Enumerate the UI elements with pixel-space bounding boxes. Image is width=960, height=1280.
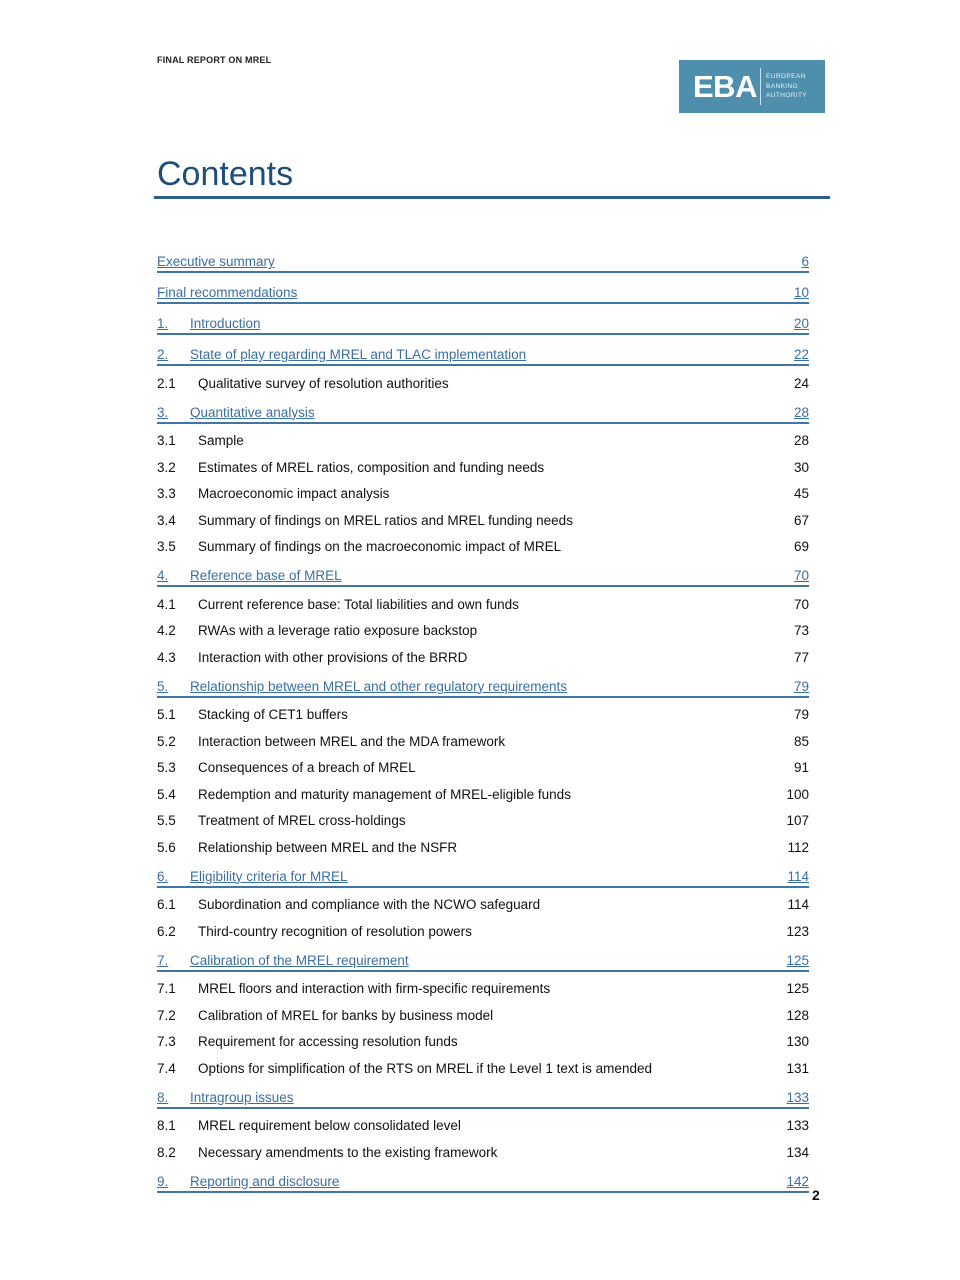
toc-entry-page: 128: [786, 1007, 809, 1023]
toc-entry-label: Interaction between MREL and the MDA framework: [198, 733, 506, 749]
toc-entry-label: Summary of findings on the macroeconomic impact of MREL: [198, 539, 562, 554]
toc-entry-page: 77: [793, 649, 809, 665]
toc-entry-label: Third-country recognition of resolution powers: [198, 923, 472, 939]
toc-entry-number: 3.5: [157, 539, 176, 554]
toc-subsection-entry: [157, 450, 809, 477]
toc-entry-page: 91: [793, 760, 809, 775]
toc-entry-page: 73: [793, 623, 809, 638]
heading-divider: [154, 196, 830, 199]
toc-subsection-entry: [157, 804, 809, 831]
toc-entry-label[interactable]: Quantitative analysis: [190, 404, 315, 420]
toc-entry-number: 8.: [157, 1089, 169, 1105]
toc-subsection-entry: [157, 830, 809, 857]
toc-entry-number: 3.4: [157, 512, 176, 528]
toc-entry-label: MREL requirement below consolidated level: [198, 1118, 461, 1133]
toc-entry-number: 6.2: [157, 923, 176, 939]
toc-entry-label[interactable]: Final recommendations: [157, 285, 298, 300]
toc-entry-label[interactable]: Reference base of MREL: [190, 568, 342, 583]
toc-section-entry[interactable]: [157, 273, 809, 304]
toc-section-entry[interactable]: [157, 667, 809, 698]
toc-section-entry[interactable]: [157, 1078, 809, 1109]
toc-entry-page: 107: [786, 813, 809, 828]
toc-entry-page: 125: [786, 981, 809, 996]
toc-entry-label: Relationship between MREL and the NSFR: [198, 839, 458, 855]
toc-entry-page: 22: [793, 347, 809, 362]
toc-subsection-entry: [157, 1109, 809, 1136]
toc-subsection-entry: [157, 477, 809, 504]
toc-entry-label: Requirement for accessing resolution funds: [198, 1034, 458, 1049]
logo-main-text: EBA: [693, 69, 757, 104]
logo-line-3: AUTHORITY: [766, 92, 808, 99]
toc-entry-number: 7.3: [157, 1034, 176, 1049]
toc-entry-label[interactable]: Calibration of the MREL requirement: [190, 952, 409, 968]
toc-entry-label[interactable]: Executive summary: [157, 254, 275, 269]
toc-section-entry[interactable]: [157, 1162, 809, 1193]
toc-section-entry[interactable]: [157, 304, 809, 335]
toc-entry-number: 7.: [157, 952, 169, 968]
toc-entry-page: 6: [801, 254, 809, 269]
toc-entry-number: 3.1: [157, 433, 176, 448]
toc-subsection-entry: [157, 366, 809, 393]
toc-section-entry[interactable]: [157, 242, 809, 273]
toc-subsection-entry: [157, 698, 809, 725]
toc-entry-page: 24: [793, 375, 809, 391]
toc-entry-label: Estimates of MREL ratios, composition and funding needs: [198, 459, 545, 475]
toc-entry-page: 134: [786, 1144, 809, 1160]
toc-entry-page: 133: [786, 1089, 809, 1105]
toc-entry-page: 70: [793, 568, 809, 583]
toc-entry-label: Redemption and maturity management of MREL-eligible funds: [198, 786, 571, 802]
toc-entry-label: RWAs with a leverage ratio exposure backstop: [198, 623, 478, 638]
toc-subsection-entry: [157, 1135, 809, 1162]
toc-subsection-entry: [157, 1051, 809, 1078]
toc-entry-number: 4.2: [157, 623, 176, 638]
toc-entry-label[interactable]: State of play regarding MREL and TLAC implementation: [190, 347, 527, 362]
toc-entry-number: 5.2: [157, 733, 176, 749]
toc-entry-number: 7.4: [157, 1060, 176, 1076]
toc-entry-page: 30: [793, 459, 809, 475]
toc-entry-label: Options for simplification of the RTS on MREL if the Level 1 text is amended: [198, 1060, 652, 1076]
logo-divider: [760, 68, 761, 105]
toc-entry-label: Macroeconomic impact analysis: [198, 486, 390, 501]
toc-subsection-entry: [157, 972, 809, 999]
toc-entry-label: Qualitative survey of resolution authorities: [198, 375, 449, 391]
logo-subtitle: [766, 72, 807, 101]
toc-entry-label: Subordination and compliance with the NCWO safeguard: [198, 897, 541, 912]
toc-subsection-entry: [157, 503, 809, 530]
toc-section-entry[interactable]: [157, 857, 809, 888]
toc-entry-number: 4.3: [157, 649, 176, 665]
toc-entry-page: 69: [793, 539, 809, 554]
toc-entry-label: Necessary amendments to the existing framework: [198, 1144, 498, 1160]
toc-entry-number: 3.: [157, 404, 169, 420]
toc-entry-page: 79: [793, 707, 809, 722]
toc-entry-number: 6.: [157, 868, 169, 884]
toc-entry-label: MREL floors and interaction with firm-specific requirements: [198, 981, 551, 996]
toc-section-entry[interactable]: [157, 941, 809, 972]
toc-entry-number: 2.1: [157, 375, 176, 391]
toc-entry-label: Calibration of MREL for banks by business model: [198, 1007, 494, 1023]
toc-entry-number: 3.3: [157, 486, 176, 501]
toc-entry-page: 28: [793, 404, 809, 420]
toc-entry-number: 5.5: [157, 813, 176, 828]
toc-subsection-entry: [157, 888, 809, 915]
toc-subsection-entry: [157, 751, 809, 778]
toc-entry-number: 5.3: [157, 760, 176, 775]
toc-entry-number: 9.: [157, 1173, 169, 1189]
toc-entry-page: 114: [787, 868, 809, 884]
toc-entry-page: 112: [787, 839, 809, 855]
toc-entry-number: 7.1: [157, 981, 176, 996]
toc-entry-page: 10: [793, 285, 809, 300]
toc-entry-number: 5.1: [157, 707, 176, 722]
toc-entry-number: 4.: [157, 568, 169, 583]
toc-subsection-entry: [157, 1025, 809, 1052]
toc-entry-label: Treatment of MREL cross-holdings: [198, 813, 406, 828]
toc-entry-number: 7.2: [157, 1007, 176, 1023]
toc-entry-page: 67: [793, 512, 809, 528]
page-title: Contents: [157, 155, 294, 193]
toc-entry-page: 20: [793, 316, 809, 331]
table-of-contents: [157, 242, 809, 1193]
toc-section-entry[interactable]: [157, 393, 809, 424]
toc-subsection-entry: [157, 724, 809, 751]
toc-entry-page: 100: [786, 786, 809, 802]
report-header-title: FINAL REPORT ON MREL: [157, 55, 272, 65]
toc-entry-page: 45: [793, 486, 809, 501]
toc-subsection-entry: [157, 914, 809, 941]
toc-entry-number: 5.6: [157, 839, 176, 855]
toc-entry-page: 142: [786, 1173, 809, 1189]
toc-subsection-entry: [157, 587, 809, 614]
toc-entry-label[interactable]: Intragroup issues: [190, 1089, 294, 1105]
toc-entry-page: 70: [793, 596, 809, 612]
toc-entry-label: Summary of findings on MREL ratios and MREL funding needs: [198, 512, 573, 528]
logo-line-2: BANKING: [766, 82, 799, 90]
toc-entry-label: Stacking of CET1 buffers: [198, 707, 348, 722]
toc-entry-label: Sample: [198, 433, 244, 448]
toc-entry-label[interactable]: Reporting and disclosure: [190, 1173, 340, 1189]
toc-entry-page: 114: [787, 897, 809, 912]
toc-entry-number: 3.2: [157, 459, 176, 475]
logo-line-1: EUROPEAN: [766, 73, 806, 80]
toc-entry-page: 130: [786, 1034, 809, 1049]
toc-entry-label[interactable]: Relationship between MREL and other regulatory requirements: [190, 678, 567, 694]
toc-subsection-entry: [157, 530, 809, 557]
toc-entry-number: 1.: [157, 316, 169, 331]
toc-subsection-entry: [157, 998, 809, 1025]
toc-entry-label[interactable]: Introduction: [190, 316, 261, 331]
toc-entry-page: 28: [793, 433, 809, 448]
toc-entry-number: 8.2: [157, 1144, 176, 1160]
eba-logo: [679, 60, 825, 113]
toc-section-entry[interactable]: [157, 556, 809, 587]
toc-entry-page: 125: [786, 952, 809, 968]
toc-entry-number: 5.: [157, 678, 169, 694]
toc-subsection-entry: [157, 424, 809, 451]
toc-entry-page: 123: [786, 923, 809, 939]
toc-entry-number: 8.1: [157, 1118, 176, 1133]
toc-entry-number: 5.4: [157, 786, 176, 802]
toc-entry-label: Current reference base: Total liabilities and own funds: [198, 596, 519, 612]
toc-subsection-entry: [157, 614, 809, 641]
toc-entry-page: 133: [786, 1118, 809, 1133]
toc-entry-page: 85: [793, 733, 809, 749]
toc-entry-label[interactable]: Eligibility criteria for MREL: [190, 868, 348, 884]
toc-entry-number: 2.: [157, 347, 169, 362]
toc-entry-label: Consequences of a breach of MREL: [198, 760, 416, 775]
toc-entry-number: 4.1: [157, 596, 176, 612]
toc-entry-label: Interaction with other provisions of the BRRD: [198, 649, 468, 665]
toc-subsection-entry: [157, 640, 809, 667]
page-number: 2: [812, 1187, 820, 1203]
toc-section-entry[interactable]: [157, 335, 809, 366]
toc-entry-page: 79: [793, 678, 809, 694]
toc-entry-number: 6.1: [157, 897, 176, 912]
toc-entry-page: 131: [786, 1060, 809, 1076]
toc-subsection-entry: [157, 777, 809, 804]
